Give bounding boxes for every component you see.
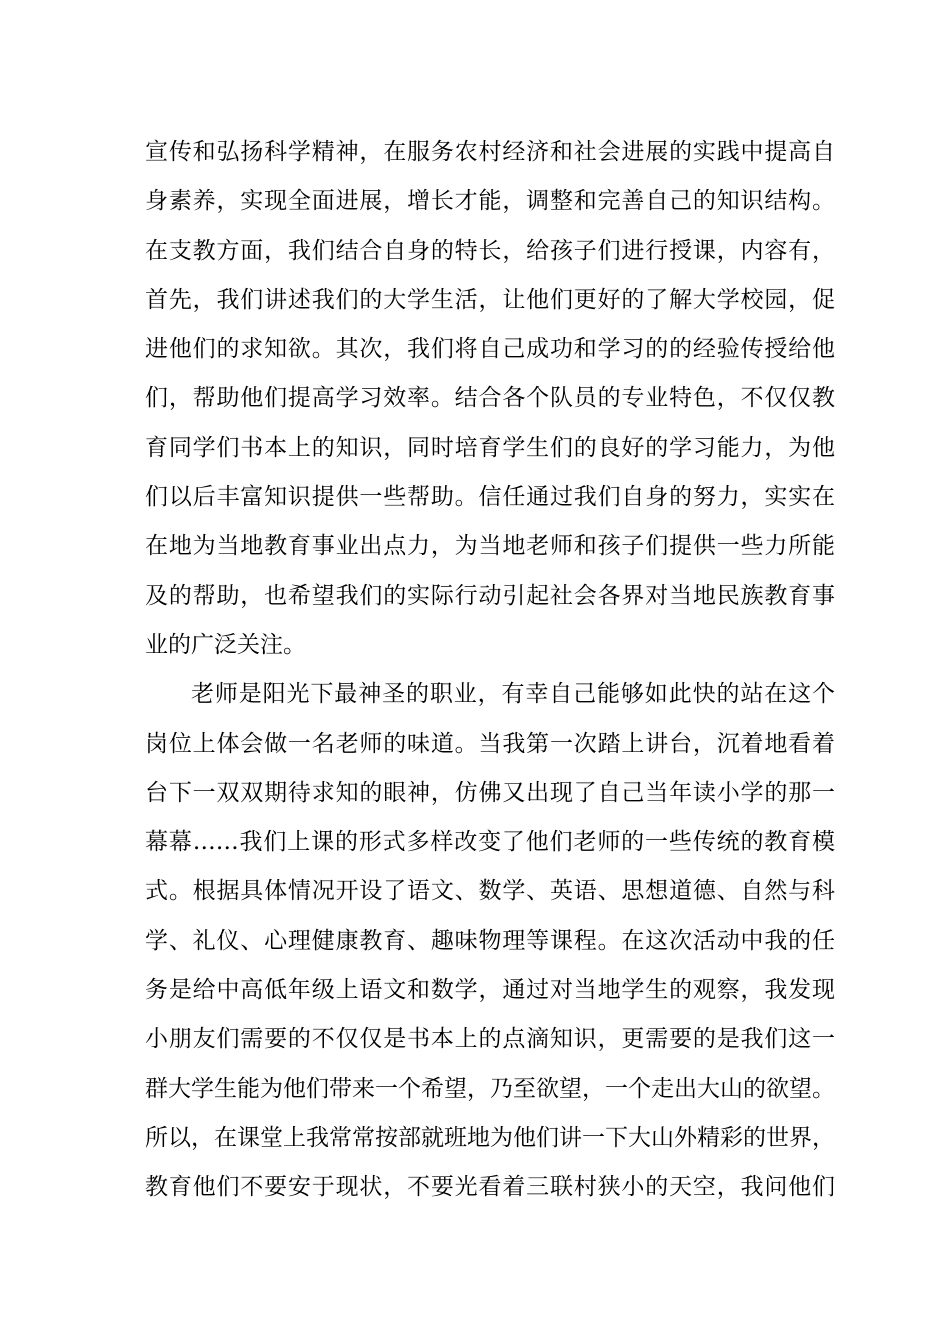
text-line: 幕幕……我们上课的形式多样改变了他们老师的一些传统的教育模 [145, 829, 835, 856]
text-line: 育同学们书本上的知识，同时培育学生们的良好的学习能力，为他 [145, 434, 835, 461]
paragraph-first-line: 老师是阳光下最神圣的职业，有幸自己能够如此快的站在这个 [191, 681, 835, 708]
text-line: 们以后丰富知识提供一些帮助。信任通过我们自身的努力，实实在 [145, 484, 835, 511]
text-line: 小朋友们需要的不仅仅是书本上的点滴知识，更需要的是我们这一 [145, 1026, 835, 1053]
text-line: 学、礼仪、心理健康教育、趣味物理等课程。在这次活动中我的任 [145, 927, 835, 954]
text-line: 务是给中高低年级上语文和数学，通过对当地学生的观察，我发现 [145, 977, 835, 1004]
text-line: 所以，在课堂上我常常按部就班地为他们讲一下大山外精彩的世界， [145, 1124, 835, 1151]
text-line: 式。根据具体情况开设了语文、数学、英语、思想道德、自然与科 [145, 878, 835, 905]
text-line: 在地为当地教育事业出点力，为当地老师和孩子们提供一些力所能 [145, 533, 835, 560]
text-line: 首先，我们讲述我们的大学生活，让他们更好的了解大学校园，促 [145, 286, 835, 313]
text-line: 身素养，实现全面进展，增长才能，调整和完善自己的知识结构。 [145, 188, 835, 215]
text-line: 台下一双双期待求知的眼神，仿佛又出现了自己当年读小学的那一 [145, 779, 835, 806]
text-line: 岗位上体会做一名老师的味道。当我第一次踏上讲台，沉着地看着 [145, 730, 835, 757]
text-line: 在支教方面，我们结合自身的特长，给孩子们进行授课，内容有， [145, 237, 835, 264]
text-line: 宣传和弘扬科学精神，在服务农村经济和社会进展的实践中提高自 [145, 139, 835, 165]
text-line: 群大学生能为他们带来一个希望，乃至欲望，一个走出大山的欲望。 [145, 1075, 835, 1102]
text-line: 业的广泛关注。 [145, 631, 306, 658]
body-text [145, 128, 835, 1213]
text-line: 进他们的求知欲。其次，我们将自己成功和学习的的经验传授给他 [145, 336, 835, 363]
text-line: 教育他们不要安于现状，不要光看着三联村狭小的天空，我问他们 [145, 1174, 835, 1201]
text-line: 们，帮助他们提高学习效率。结合各个队员的专业特色，不仅仅教 [145, 385, 835, 412]
text-line: 及的帮助，也希望我们的实际行动引起社会各界对当地民族教育事 [145, 582, 835, 609]
